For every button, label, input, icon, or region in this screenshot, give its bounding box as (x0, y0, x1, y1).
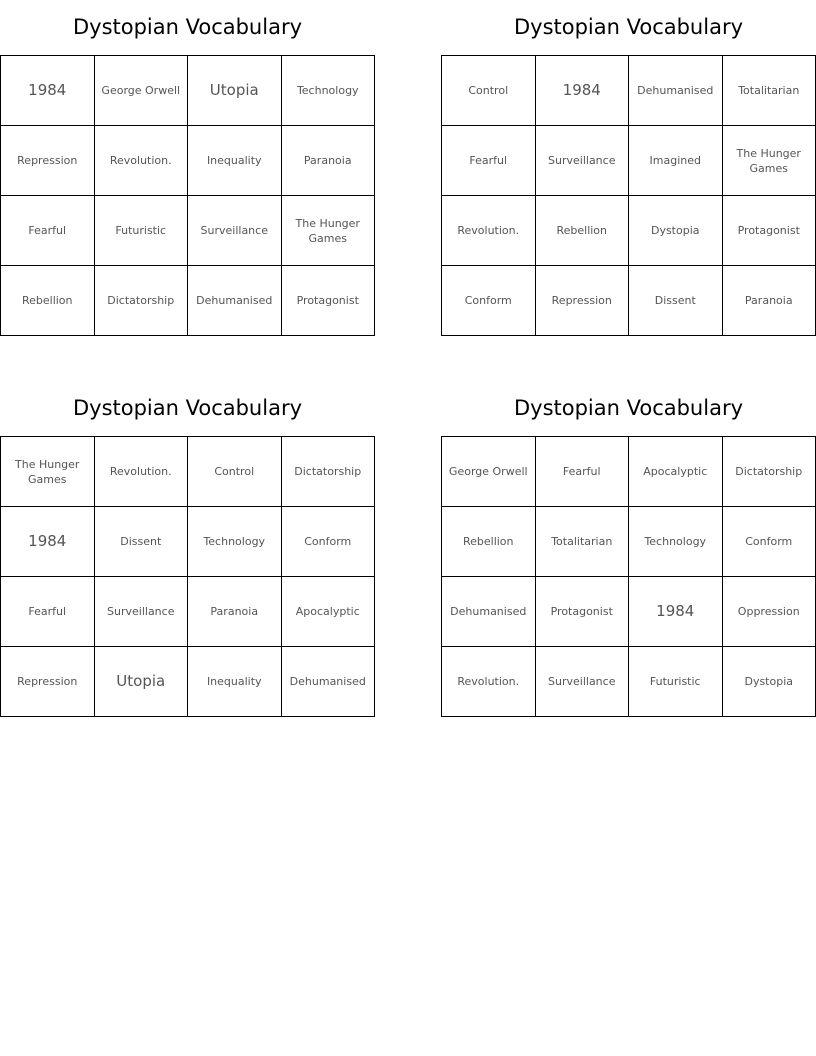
card-title: Dystopian Vocabulary (72, 396, 303, 420)
bingo-cell: Imagined (629, 126, 723, 196)
bingo-cell: The Hunger Games (1, 437, 95, 507)
bingo-grid (0, 55, 375, 336)
bingo-cell: Dehumanised (188, 266, 282, 336)
bingo-cell: Dystopia (629, 196, 723, 266)
bingo-cell: Paranoia (723, 266, 816, 336)
bingo-cell: Revolution. (95, 437, 189, 507)
bingo-cell: Technology (282, 56, 376, 126)
bingo-card-4 (441, 381, 816, 717)
bingo-cell: Dehumanised (442, 577, 536, 647)
bingo-cell: Fearful (1, 196, 95, 266)
card-title: Dystopian Vocabulary (513, 15, 744, 39)
bingo-cell: Futuristic (629, 647, 723, 717)
bingo-card-3 (0, 381, 375, 717)
bingo-cell: George Orwell (442, 437, 536, 507)
bingo-cell: 1984 (1, 507, 95, 577)
bingo-cell: Totalitarian (536, 507, 630, 577)
card-title: Dystopian Vocabulary (513, 396, 744, 420)
bingo-cell: Dictatorship (95, 266, 189, 336)
bingo-cell: Repression (536, 266, 630, 336)
bingo-cell: Utopia (95, 647, 189, 717)
card-title: Dystopian Vocabulary (72, 15, 303, 39)
bingo-cell: Fearful (1, 577, 95, 647)
bingo-cell: Protagonist (723, 196, 816, 266)
bingo-cell: Conform (282, 507, 376, 577)
bingo-cell: Dehumanised (629, 56, 723, 126)
bingo-cell: Conform (442, 266, 536, 336)
bingo-cell: Fearful (536, 437, 630, 507)
bingo-cell: Protagonist (536, 577, 630, 647)
bingo-cell: Rebellion (1, 266, 95, 336)
bingo-cell: George Orwell (95, 56, 189, 126)
bingo-cell: Dystopia (723, 647, 816, 717)
bingo-cell: Surveillance (536, 126, 630, 196)
bingo-grid (441, 436, 816, 717)
bingo-cell: Totalitarian (723, 56, 816, 126)
bingo-cell: Paranoia (188, 577, 282, 647)
bingo-cell: Repression (1, 647, 95, 717)
bingo-cell: Protagonist (282, 266, 376, 336)
bingo-cell: Paranoia (282, 126, 376, 196)
bingo-cell: Inequality (188, 647, 282, 717)
bingo-cell: Inequality (188, 126, 282, 196)
bingo-cell: Apocalyptic (629, 437, 723, 507)
bingo-cell: Oppression (723, 577, 816, 647)
bingo-cell: Conform (723, 507, 816, 577)
bingo-cell: Utopia (188, 56, 282, 126)
bingo-cell: The Hunger Games (282, 196, 376, 266)
bingo-cell: Surveillance (95, 577, 189, 647)
bingo-cell: Fearful (442, 126, 536, 196)
bingo-card-2 (441, 0, 816, 336)
bingo-cell: Dehumanised (282, 647, 376, 717)
bingo-cell: Control (442, 56, 536, 126)
bingo-card-1 (0, 0, 375, 336)
bingo-cell: Dictatorship (723, 437, 816, 507)
bingo-cell: Repression (1, 126, 95, 196)
bingo-cell: Revolution. (442, 647, 536, 717)
bingo-cell: 1984 (1, 56, 95, 126)
bingo-cell: Dissent (629, 266, 723, 336)
bingo-cell: Rebellion (536, 196, 630, 266)
bingo-cell: Rebellion (442, 507, 536, 577)
bingo-cell: Futuristic (95, 196, 189, 266)
bingo-cell: Dictatorship (282, 437, 376, 507)
bingo-cell: Revolution. (95, 126, 189, 196)
bingo-cell: 1984 (536, 56, 630, 126)
bingo-cell: Surveillance (536, 647, 630, 717)
bingo-cell: Revolution. (442, 196, 536, 266)
bingo-cell: Surveillance (188, 196, 282, 266)
bingo-grid (441, 55, 816, 336)
bingo-grid (0, 436, 375, 717)
bingo-cell: Apocalyptic (282, 577, 376, 647)
bingo-cell: The Hunger Games (723, 126, 816, 196)
bingo-cell: Technology (629, 507, 723, 577)
bingo-cell: Dissent (95, 507, 189, 577)
bingo-cell: Technology (188, 507, 282, 577)
bingo-cell: Control (188, 437, 282, 507)
bingo-cell: 1984 (629, 577, 723, 647)
